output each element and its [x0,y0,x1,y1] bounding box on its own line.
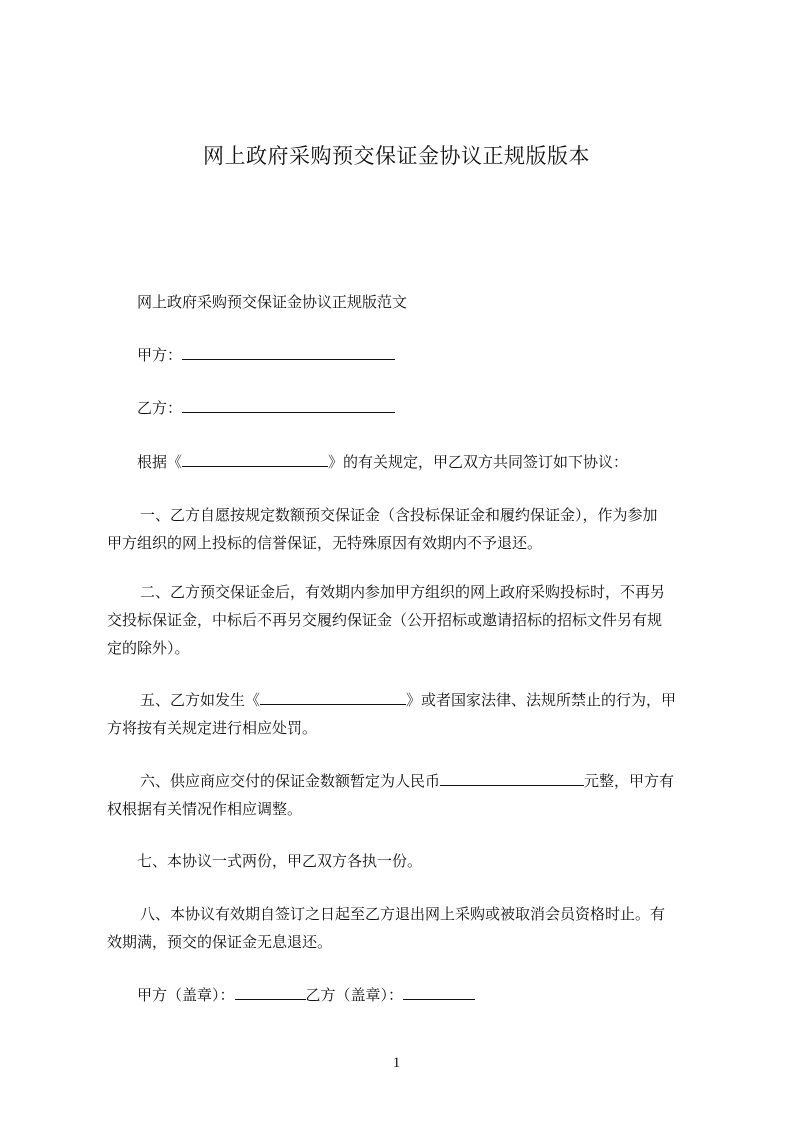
clause-6-line-1 [140,771,674,791]
seal-a-label: 甲方（盖章）： [137,986,235,1004]
clause-6-end: 元整，甲方有 [584,772,675,790]
clause-2-line-1: 二、乙方预交保证金后，有效期内参加甲方组织的网上政府采购投标时，不再另 [140,583,666,601]
party-b-blank [182,398,395,413]
seal-b-label: 乙方（盖章）： [305,986,404,1004]
regulation-name-blank [182,452,328,467]
clause-2-line-3: 定的除外）。 [107,639,190,657]
clause-7: 七、本协议一式两份，甲乙双方各执一份。 [137,852,423,870]
page-number: 1 [392,1055,401,1071]
clause-8-line-1: 八、本协议有效期自签订之日起至乙方退出网上采购或被取消会员资格时止。有 [140,905,666,923]
clause-5-end: 》或者国家法律、法规所禁止的行为，甲 [406,691,677,709]
party-b-label: 乙方： [137,399,183,417]
clause-1-line-2: 甲方组织的网上投标的信誉保证，无特殊原因有效期内不予退还。 [107,534,543,552]
signature-line [137,985,475,1005]
clause-6-start: 六、供应商应交付的保证金数额暂定为人民币 [140,772,441,790]
clause-6-line-2: 权根据有关情况作相应调整。 [107,800,303,818]
party-a-blank [182,345,395,360]
party-b-line [137,398,395,418]
party-a-line [137,345,395,365]
preamble-end: 》的有关规定，甲乙双方共同签订如下协议： [328,453,629,471]
seal-a-blank [235,985,306,1000]
document-subtitle: 网上政府采购预交保证金协议正规版范文 [137,293,408,311]
clause-2-line-2: 交投标保证金，中标后不再另交履约保证金（公开招标或邀请招标的招标文件另有规 [107,611,663,629]
clause-8-line-2: 效期满，预交的保证金无息退还。 [107,933,333,951]
clause-1-line-1: 一、乙方自愿按规定数额预交保证金（含投标保证金和履约保证金），作为参加 [140,506,658,524]
preamble-start: 根据《 [137,453,183,471]
party-a-label: 甲方： [137,346,183,364]
clause-5-line-1 [140,690,676,710]
seal-b-blank [403,985,475,1000]
preamble-line [137,452,628,472]
clause-5-blank [260,690,406,705]
clause-5-line-2: 方将按有关规定进行相应处罚。 [107,719,318,737]
clause-5-start: 五、乙方如发生《 [140,691,261,709]
document-title: 网上政府采购预交保证金协议正规版版本 [203,144,590,168]
amount-blank [440,771,584,786]
